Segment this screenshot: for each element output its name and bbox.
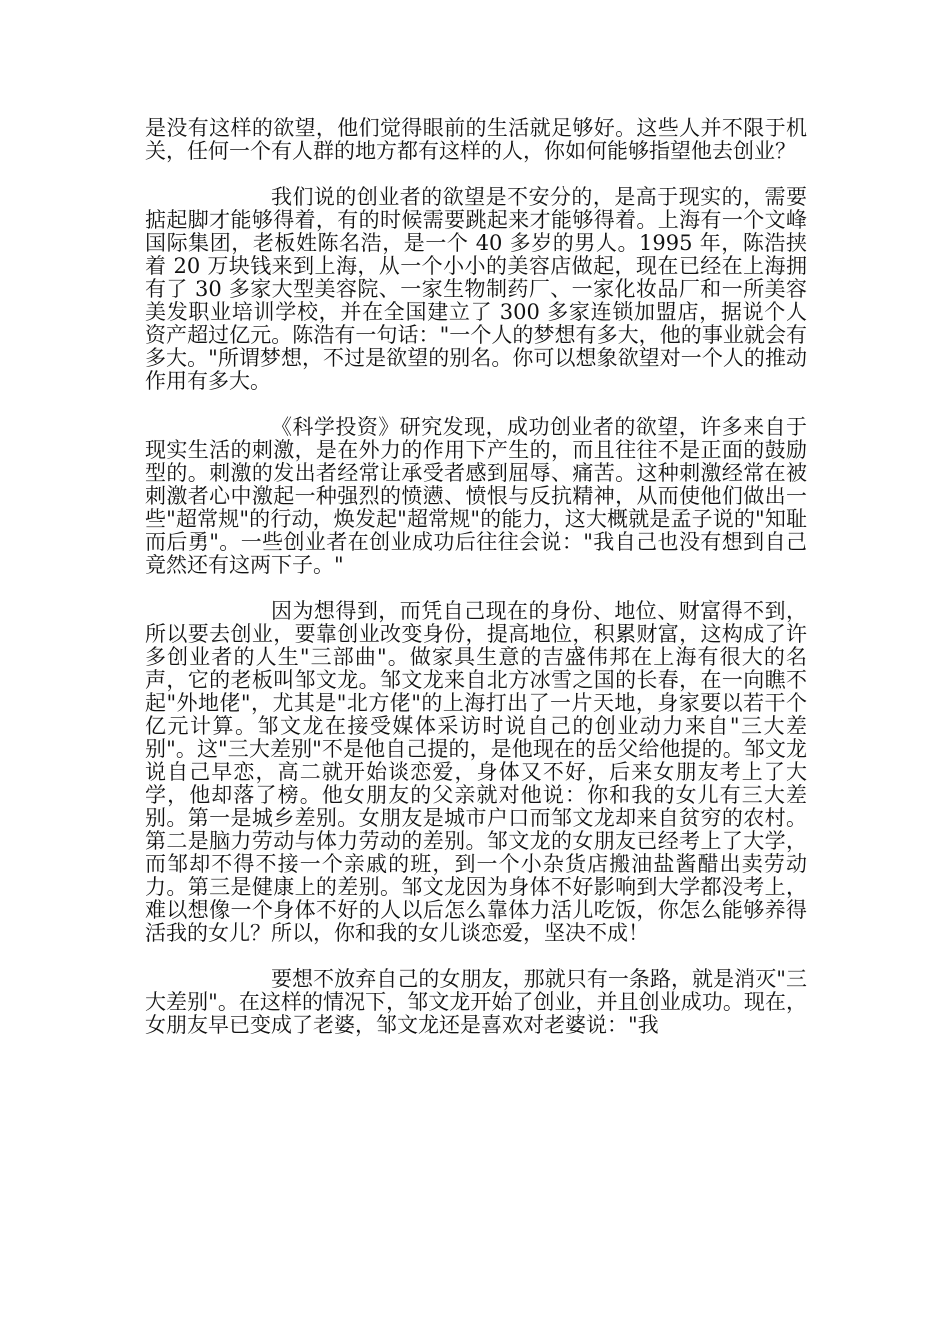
paragraph-5: 要想不放弃自己的女朋友，那就只有一条路，就是消灭"三大差别"。在这样的情况下，邹文龙开始了创业，并且创业成功。现在，女朋友早已变成了老婆，邹文龙还是喜欢对老婆说："我 xyxy=(145,967,807,1037)
paragraph-1: 是没有这样的欲望，他们觉得眼前的生活就足够好。这些人并不限于机关，任何一个有人群的地方都有这样的人，你如何能够指望他去创业？ xyxy=(145,116,807,163)
paragraph-2: 我们说的创业者的欲望是不安分的，是高于现实的，需要掂起脚才能够得着，有的时候需要跳起来才能够得着。上海有一个文峰国际集团，老板姓陈名浩，是一个 40 多岁的男人。1995 年，陈浩挟着 20 万块钱来到上海，从一个小小的美容店做起，现在已经在上海拥有了 30 多家大型美容院、一家生物制药厂、一家化妆品厂和一所美容美发职业培训学校，并在全国建立了 300 多家连锁加盟店，据说个人资产超过亿元。陈浩有一句话："一个人的梦想有多大，他的事业就会有多大。"所谓梦想，不过是欲望的别名。你可以想象欲望对一个人的推动作用有多大。 xyxy=(145,185,807,393)
document-page xyxy=(145,117,807,1060)
paragraph-4: 因为想得到，而凭自己现在的身份、地位、财富得不到，所以要去创业，要靠创业改变身份，提高地位，积累财富，这构成了许多创业者的人生"三部曲"。做家具生意的吉盛伟邦在上海有很大的名声，它的老板叫邹文龙。邹文龙来自北方冰雪之国的长春，在一向瞧不起"外地佬"，尤其是"北方佬"的上海打出了一片天地，身家要以若干个亿元计算。邹文龙在接受媒体采访时说自己的创业动力来自"三大差别"。这"三大差别"不是他自己提的，是他现在的岳父给他提的。邹文龙说自己早恋，高二就开始谈恋爱，身体又不好，后来女朋友考上了大学，他却落了榜。他女朋友的父亲就对他说：你和我的女儿有三大差别。第一是城乡差别。女朋友是城市户口而邹文龙却来自贫穷的农村。第二是脑力劳动与体力劳动的差别。邹文龙的女朋友已经考上了大学，而邹却不得不接一个亲戚的班，到一个小杂货店搬油盐酱醋出卖劳动力。第三是健康上的差别。邹文龙因为身体不好影响到大学都没考上，难以想像一个身体不好的人以后怎么靠体力活儿吃饭，你怎么能够养得活我的女儿？所以，你和我的女儿谈恋爱，坚决不成！ xyxy=(145,599,807,945)
paragraph-3: 《科学投资》研究发现，成功创业者的欲望，许多来自于现实生活的刺激，是在外力的作用下产生的，而且往往不是正面的鼓励型的。刺激的发出者经常让承受者感到屈辱、痛苦。这种刺激经常在被刺激者心中激起一种强烈的愤懑、愤恨与反抗精神，从而使他们做出一些"超常规"的行动，焕发起"超常规"的能力，这大概就是孟子说的"知耻而后勇"。一些创业者在创业成功后往往会说："我自己也没有想到自己竟然还有这两下子。" xyxy=(145,415,807,577)
